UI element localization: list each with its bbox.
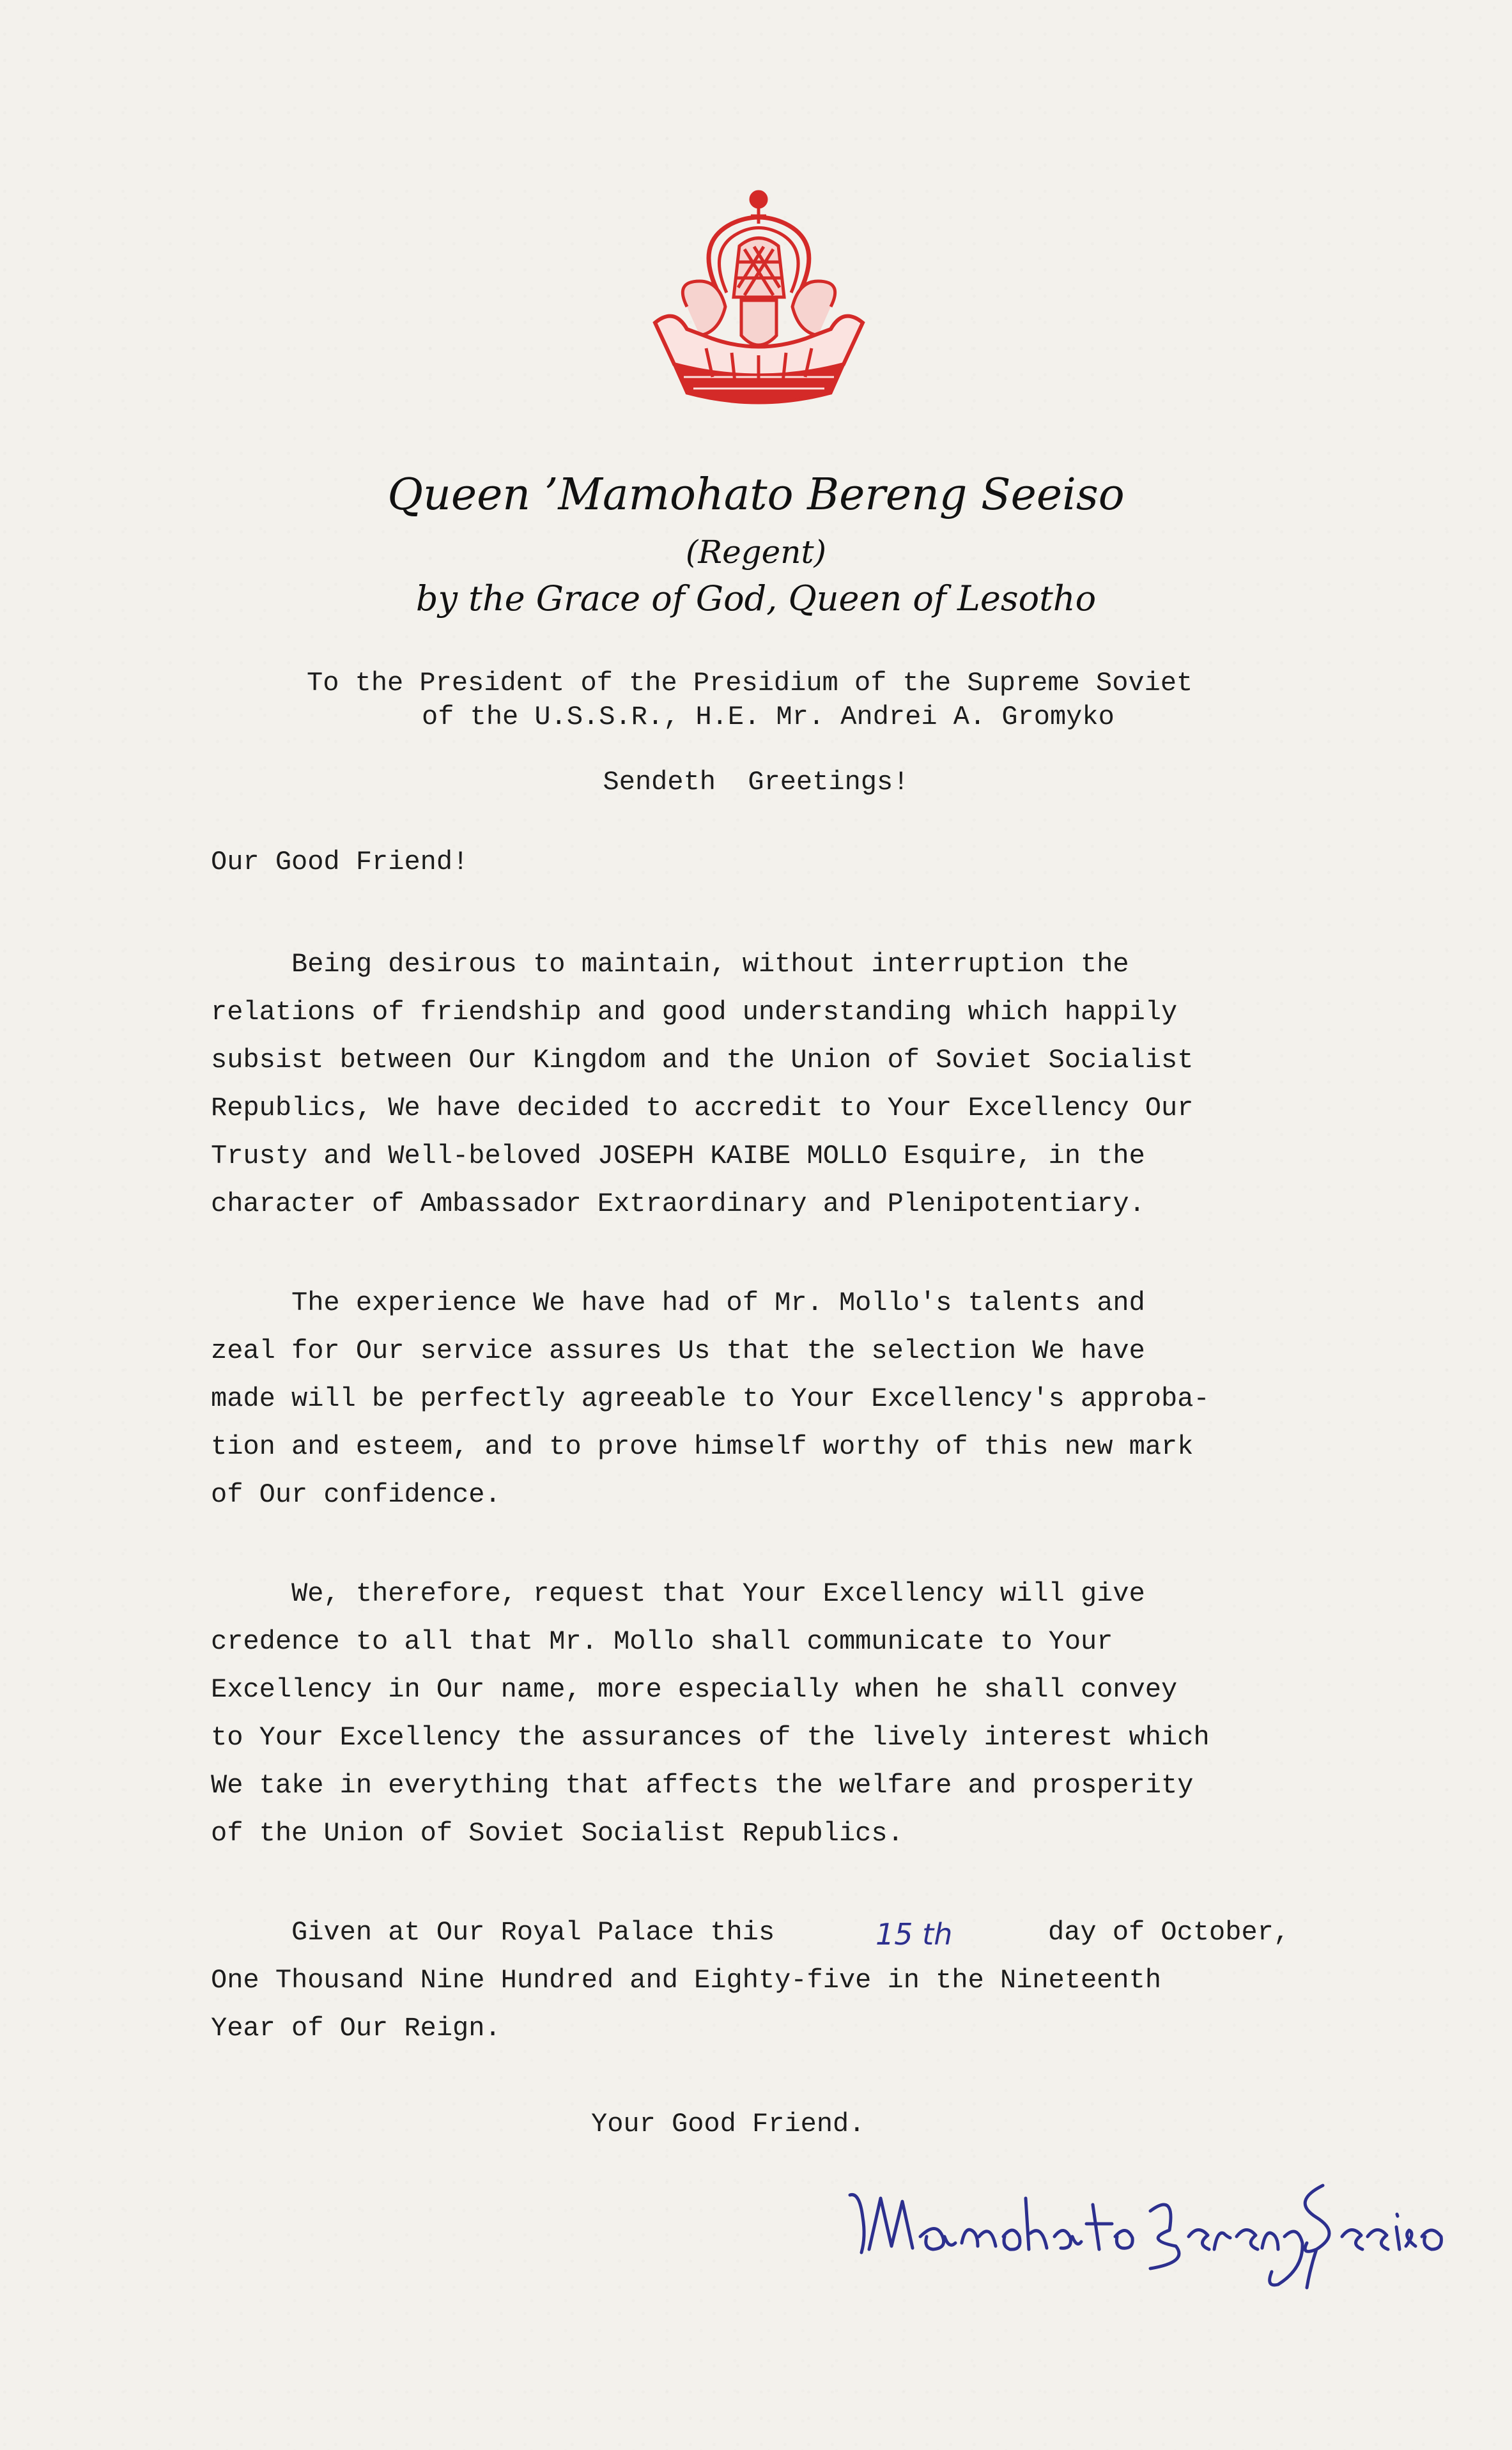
signature (831, 2141, 1451, 2294)
paragraph-2-line: zeal for Our service assures Us that the selection We have (211, 1336, 1145, 1366)
address-line-1: To the President of the Presidium of the Supreme Soviet (307, 668, 1193, 698)
paragraph-3-line: Excellency in Our name, more especially when he shall convey (211, 1674, 1178, 1705)
paragraph-1-line: Being desirous to maintain, without interruption the (211, 949, 1129, 980)
salutation: Our Good Friend! (211, 847, 469, 877)
paragraph-1-line: Republics, We have decided to accredit to Your Excellency Our (211, 1093, 1194, 1123)
paragraph-1-line: relations of friendship and good understanding which happily (211, 997, 1178, 1028)
paragraph-1-line: subsist between Our Kingdom and the Union of Soviet Socialist (211, 1045, 1194, 1075)
address-line-2: of the U.S.S.R., H.E. Mr. Andrei A. Gromyko (422, 702, 1115, 732)
given-line-1-end: day of October, (1048, 1917, 1290, 1948)
royal-crest-icon (649, 185, 869, 422)
handwritten-day: 15 th (876, 1917, 953, 1952)
letterhead-regent: (Regent) (685, 534, 827, 571)
paragraph-3-line: to Your Excellency the assurances of the lively interest which (211, 1722, 1210, 1753)
paragraph-3-line: We take in everything that affects the welfare and prosperity (211, 1770, 1194, 1801)
given-line-3: Year of Our Reign. (211, 2013, 501, 2044)
paragraph-2-line: made will be perfectly agreeable to Your Excellency's approba- (211, 1383, 1210, 1414)
paragraph-2-line: of Our confidence. (211, 1479, 501, 1510)
given-line-1-start: Given at Our Royal Palace this (211, 1917, 775, 1948)
paragraph-2-line: tion and esteem, and to prove himself worthy of this new mark (211, 1431, 1194, 1462)
paragraph-3-line: credence to all that Mr. Mollo shall communicate to Your (211, 1626, 1113, 1657)
paragraph-1-line: character of Ambassador Extraordinary and Plenipotentiary. (211, 1189, 1145, 1219)
paragraph-3-line: of the Union of Soviet Socialist Republics. (211, 1818, 904, 1849)
closing: Your Good Friend. (591, 2109, 865, 2139)
letterhead-name: Queen ’Mamohato Bereng Seeiso (387, 470, 1125, 520)
greeting: Sendeth Greetings! (603, 767, 909, 797)
given-line-2: One Thousand Nine Hundred and Eighty-five in the Nineteenth (211, 1965, 1162, 1996)
paragraph-1-line: Trusty and Well-beloved JOSEPH KAIBE MOLLO Esquire, in the (211, 1141, 1145, 1171)
paragraph-2-line: The experience We have had of Mr. Mollo's talents and (211, 1288, 1145, 1318)
letterhead-grace: by the Grace of God, Queen of Lesotho (415, 578, 1097, 619)
paragraph-3-line: We, therefore, request that Your Excellency will give (211, 1578, 1145, 1609)
